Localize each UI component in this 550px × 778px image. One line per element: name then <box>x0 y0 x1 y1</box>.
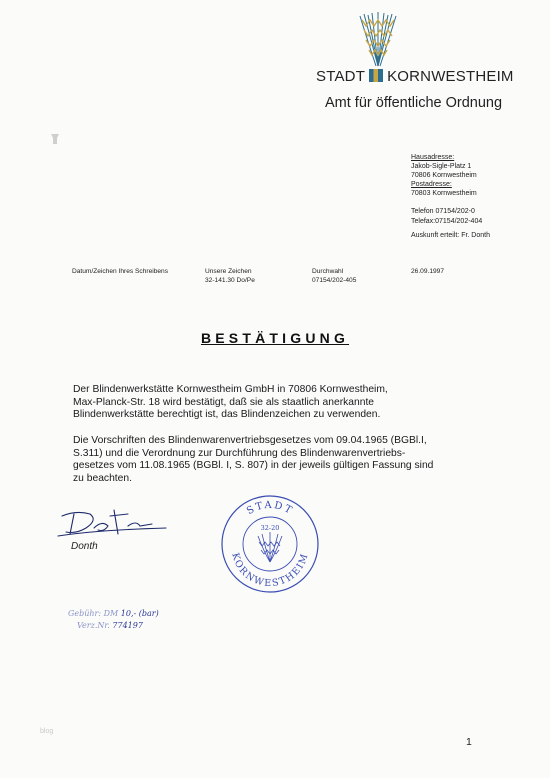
city-name-left: STADT <box>316 68 366 85</box>
ref-number-label: Verz.Nr. <box>77 621 110 630</box>
ref-direct-dial <box>312 267 356 285</box>
paragraph-1 <box>73 384 493 422</box>
city-name <box>316 68 514 85</box>
ref-number-note <box>77 620 143 631</box>
paragraph-1-line: Blindenwerkstätte berechtigt ist, das Blindenzeichen zu verwenden. <box>73 409 381 421</box>
stamp-number: 32-20 <box>260 524 280 532</box>
phone-number: Telefon 07154/202-0 <box>411 208 475 216</box>
house-address-city: 70806 Kornwestheim <box>411 172 477 180</box>
stamp-top-text: STADT <box>244 499 296 518</box>
stamp-emblem-icon <box>258 532 282 562</box>
stamp-bottom-text: KORNWESTHEIM <box>229 551 311 590</box>
ref-your-letter <box>72 267 168 276</box>
paragraph-2 <box>73 435 493 485</box>
document-title: BESTÄTIGUNG <box>200 330 350 346</box>
ref-our-sign <box>205 267 255 285</box>
paragraph-2-line: S.311) und die Verordnung zur Durchführung des Blindenwarenvertriebs- <box>73 447 406 459</box>
fee-note <box>68 608 159 619</box>
paragraph-1-line: Max-Planck-Str. 18 wird bestätigt, daß sie als staatlich anerkannte <box>73 396 375 408</box>
office-name: Amt für öffentliche Ordnung <box>325 95 503 111</box>
fee-value: 10,- (bar) <box>120 609 159 618</box>
house-address-label: Hausadresse: <box>411 154 455 161</box>
page-number: 1 <box>466 736 472 748</box>
fee-label: Gebühr: DM <box>68 609 119 618</box>
punch-mark-icon <box>50 133 60 145</box>
paragraph-2-line: Die Vorschriften des Blindenwarenvertriebsgesetzes vom 09.04.1965 (BGBl.I, <box>73 435 427 446</box>
fax-number: Telefax:07154/202-404 <box>411 217 483 225</box>
city-name-right: KORNWESTHEIM <box>387 68 514 85</box>
city-emblem-icon <box>369 69 383 82</box>
house-address-street: Jakob-Sigle-Platz 1 <box>411 163 472 171</box>
paragraph-1-line: Der Blindenwerkstätte Kornwestheim GmbH in 70806 Kornwestheim, <box>73 384 388 395</box>
address-block <box>411 153 490 240</box>
city-logo-graphic <box>358 12 398 70</box>
ref-direct-dial-label: Durchwahl <box>312 268 344 275</box>
signatory-name: Donth <box>71 541 98 552</box>
handwritten-signature <box>56 506 176 542</box>
paragraph-2-line: zu beachten. <box>73 472 132 484</box>
ref-number-value: 774197 <box>112 621 143 630</box>
ref-date: 26.09.1997 <box>411 268 445 275</box>
paragraph-2-line: gesetzes vom 11.08.1965 (BGBl. I, S. 807) in der jeweils gültigen Fassung sind <box>73 460 434 472</box>
ref-your-letter-label: Datum/Zeichen Ihres Schreibens <box>72 268 169 275</box>
contact-person: Auskunft erteilt: Fr. Donth <box>411 231 490 239</box>
ref-direct-dial-value: 07154/202-405 <box>312 277 357 284</box>
watermark: blog <box>40 728 54 735</box>
postal-address-label: Postadresse: <box>411 181 452 189</box>
ref-our-sign-value: 32-141.30 Do/Pe <box>205 277 255 284</box>
ref-our-sign-label: Unsere Zeichen <box>205 268 252 275</box>
postal-address-city: 70803 Kornwestheim <box>411 190 477 198</box>
official-stamp <box>218 492 322 596</box>
